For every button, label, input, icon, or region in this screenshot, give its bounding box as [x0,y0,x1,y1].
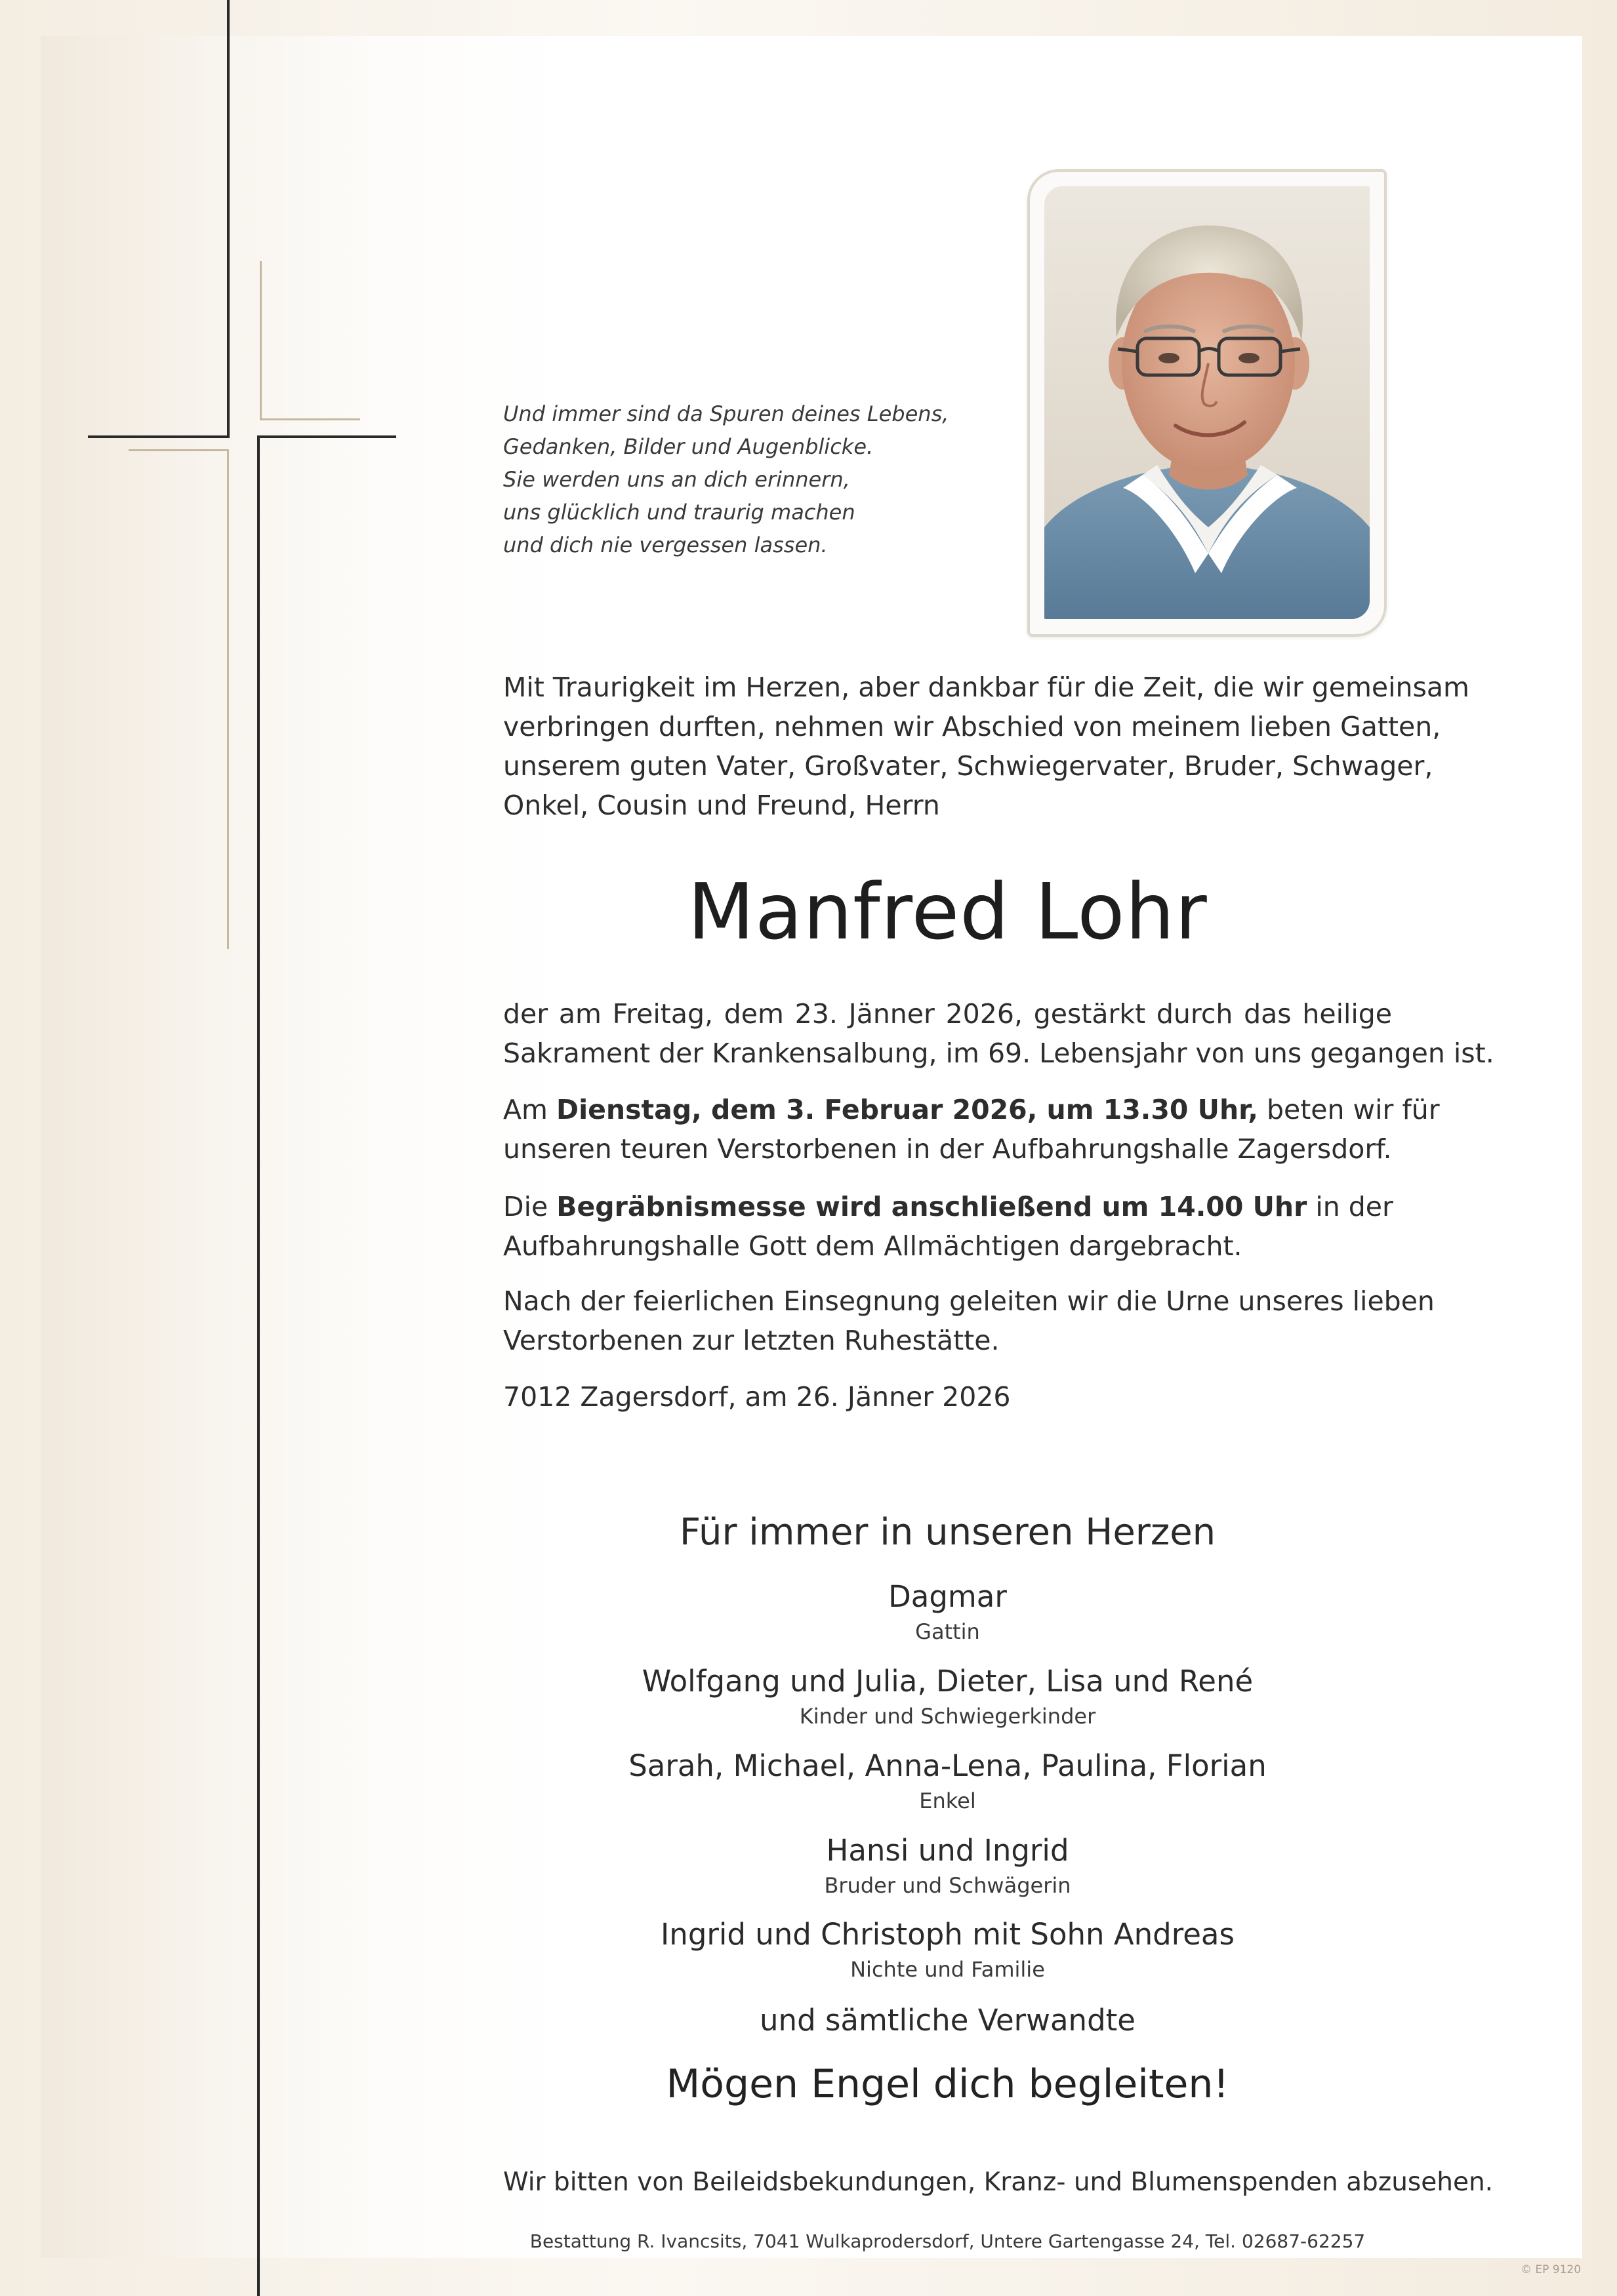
urn-line: Verstorbenen zur letzten Ruhestätte. [503,1325,1000,1356]
mourner-names: Sarah, Michael, Anna-Lena, Paulina, Florian [628,1748,1267,1783]
urn-line: Nach der feierlichen Einsegnung geleiten wir die Urne unseres lieben [503,1285,1435,1317]
place-date-text: 7012 Zagersdorf, am 26. Jänner 2026 [503,1381,1011,1413]
closing-wish: Mögen Engel dich begleiten! [666,2061,1229,2107]
portrait-photo [1044,186,1370,619]
mourner-relation: Kinder und Schwiegerkinder [799,1704,1096,1729]
mourner-relation: Gattin [915,1619,980,1644]
prayer-date-time: Dienstag, dem 3. Februar 2026, um 13.30 Uhr, [556,1094,1258,1125]
funeral-home-footer: Bestattung R. Ivancsits, 7041 Wulkaprodersdorf, Untere Gartengasse 24, Tel. 02687-62257 [529,2230,1366,2252]
mourner-names: Ingrid und Christoph mit Sohn Andreas [661,1917,1235,1952]
intro-line: unserem guten Vater, Großvater, Schwiegervater, Bruder, Schwager, [503,750,1433,782]
mourner-relation: Nichte und Familie [850,1957,1045,1982]
intro-paragraph [503,668,1469,825]
verse-line: uns glücklich und traurig machen [503,500,855,525]
relatives-line: und sämtliche Verwandte [760,2003,1136,2038]
urn-paragraph [503,1281,1435,1360]
prayer-paragraph [503,1090,1440,1169]
cross-gold-arm-right [260,418,360,420]
cross-left-arm [88,435,230,438]
mass-post: in der [1307,1191,1393,1222]
cross-gold-vertical-left [227,449,229,949]
deceased-name: Manfred Lohr [687,866,1208,957]
mourner-relation: Enkel [919,1788,976,1813]
verse-line: und dich nie vergessen lassen. [503,533,828,557]
cross-gold-vertical-right [260,261,262,420]
verse-line: Sie werden uns an dich erinnern, [503,467,850,492]
cross-lower-vertical [257,438,260,2296]
place-date [503,1377,1392,1417]
memorial-verse [503,397,1002,561]
mourner-names: Hansi und Ingrid [826,1833,1069,1868]
mourner-relation: Bruder und Schwägerin [824,1873,1071,1898]
cross-gold-arm-left [129,449,227,451]
mass-paragraph [503,1187,1392,1266]
cross-upper-vertical [227,0,230,438]
verse-line: Und immer sind da Spuren deines Lebens, [503,401,949,426]
portrait-illustration [1044,186,1370,619]
intro-line: Mit Traurigkeit im Herzen, aber dankbar für die Zeit, die wir gemeinsam [503,672,1469,703]
intro-line: verbringen durften, nehmen wir Abschied von meinem lieben Gatten, [503,711,1441,742]
mourner-names: Dagmar [888,1579,1007,1614]
mass-time: Begräbnismesse wird anschließend um 14.00 Uhr [556,1191,1307,1222]
condolence-note: Wir bitten von Beileidsbekundungen, Kranz- und Blumenspenden abzusehen. [503,2167,1494,2197]
portrait-frame [1027,169,1387,637]
passing-line: Sakrament der Krankensalbung, im 69. Lebensjahr von uns gegangen ist. [503,1037,1494,1069]
mass-line-1 [503,1187,1392,1226]
verse-line: Gedanken, Bilder und Augenblicke. [503,434,874,459]
prayer-line-2: unseren teuren Verstorbenen in der Aufbahrungshalle Zagersdorf. [503,1133,1392,1165]
mass-line-2: Aufbahrungshalle Gott dem Allmächtigen dargebracht. [503,1230,1242,1262]
cross-right-arm [257,435,396,438]
passing-paragraph [503,994,1494,1073]
mass-pre: Die [503,1191,557,1222]
mourner-names: Wolfgang und Julia, Dieter, Lisa und René [642,1664,1254,1699]
print-code: © EP 9120 [1521,2263,1582,2276]
mourners-heading: Für immer in unseren Herzen [679,1511,1216,1554]
passing-line: der am Freitag, dem 23. Jänner 2026, gestärkt durch das heilige [503,998,1392,1030]
prayer-line-1 [503,1090,1440,1129]
prayer-post: beten wir für [1258,1094,1440,1125]
prayer-pre: Am [503,1094,557,1125]
intro-line: Onkel, Cousin und Freund, Herrn [503,790,940,821]
